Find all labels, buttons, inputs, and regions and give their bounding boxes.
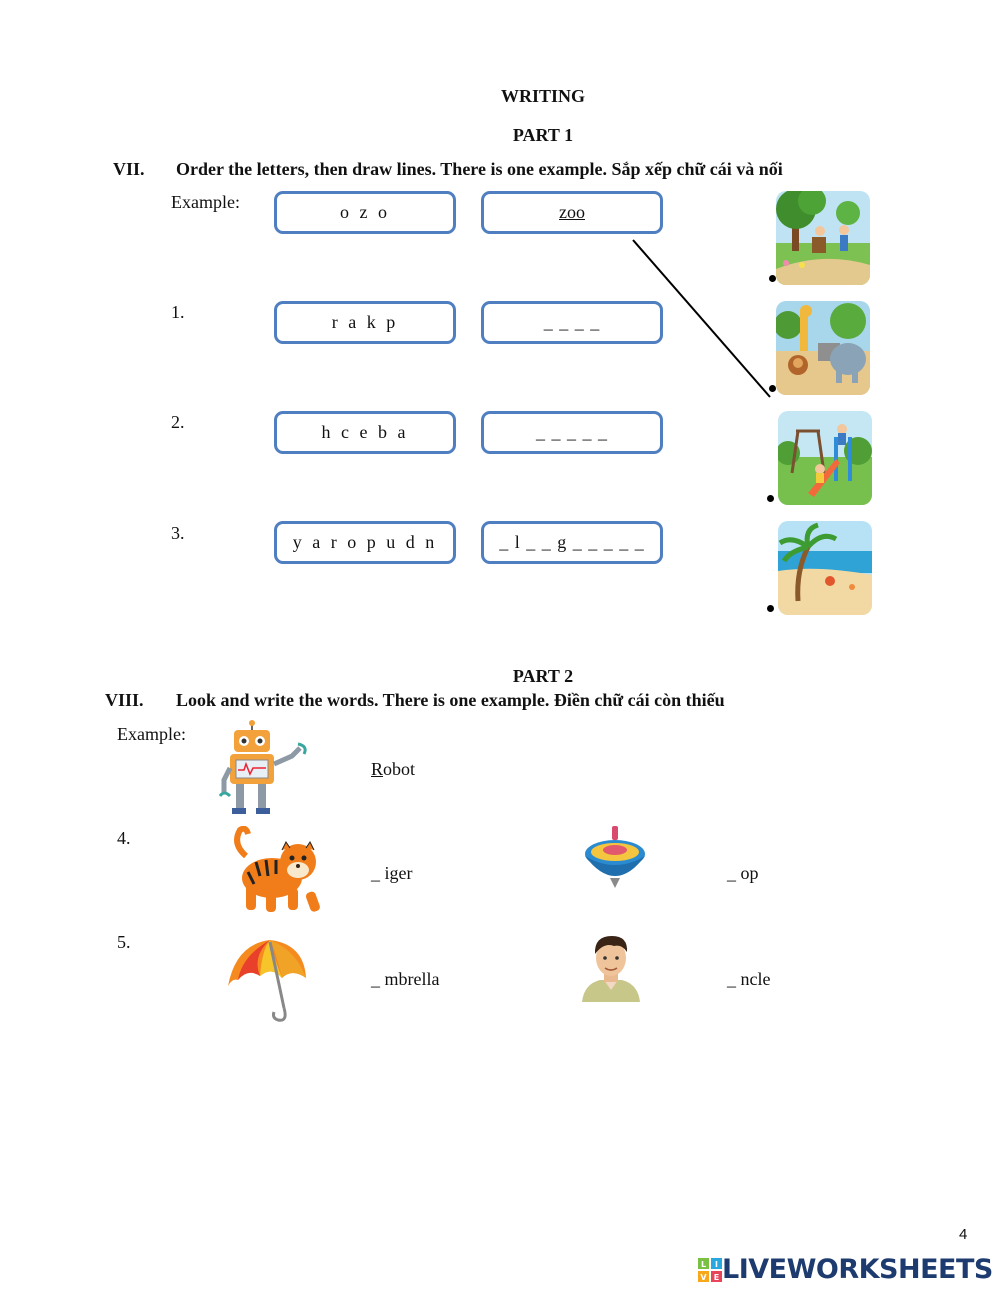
- garden-picture: [776, 191, 870, 285]
- svg-text:V: V: [700, 1272, 707, 1282]
- playground-picture: [778, 411, 872, 505]
- page-number: 4: [959, 1226, 968, 1243]
- scrambled-text: o z o: [340, 202, 390, 222]
- tiger-word[interactable]: _ iger: [371, 863, 413, 883]
- umbrella-picture: [226, 938, 308, 1024]
- umbrella-word[interactable]: _ mbrella: [371, 969, 440, 989]
- part2-instruction: Look and write the words. There is one example. Điền chữ cái còn thiếu: [176, 690, 725, 710]
- part1-instruction: Order the letters, then draw lines. There is one example. Sắp xếp chữ cái và nối: [176, 159, 783, 179]
- example-word-rest: obot: [383, 759, 416, 779]
- row-label-4: 4.: [117, 828, 131, 848]
- robot-picture: [216, 720, 312, 816]
- example-label: Example:: [171, 192, 240, 212]
- answer-text: _ l _ _ g _ _ _ _ _: [499, 532, 645, 552]
- svg-text:L: L: [700, 1259, 707, 1269]
- part1-number: VII.: [113, 159, 145, 179]
- connect-dot[interactable]: [769, 275, 776, 282]
- tiger-picture: [232, 826, 336, 918]
- zoo-picture: [776, 301, 870, 395]
- svg-text:E: E: [713, 1272, 720, 1282]
- example-first-letter: R: [371, 759, 384, 779]
- answer-text: zoo: [559, 202, 585, 222]
- beach-picture: [778, 521, 872, 615]
- row-label-5: 5.: [117, 932, 131, 952]
- example-word: [371, 759, 415, 780]
- scrambled-text: y a r o p u d n: [292, 532, 438, 552]
- liveworksheets-logo-icon: [698, 1258, 722, 1282]
- part1-title: PART 1: [512, 125, 574, 145]
- spinning-top-picture: [582, 824, 648, 890]
- top-word[interactable]: _ op: [727, 863, 759, 883]
- connect-dot[interactable]: [769, 385, 776, 392]
- page-title: WRITING: [500, 86, 586, 106]
- uncle-word[interactable]: _ ncle: [727, 969, 771, 989]
- part2-number: VIII.: [105, 690, 144, 710]
- liveworksheets-text: LIVEWORKSHEETS: [722, 1254, 993, 1285]
- connect-dot[interactable]: [767, 495, 774, 502]
- row-label-3: 3.: [171, 523, 185, 543]
- scrambled-text: r a k p: [331, 312, 399, 332]
- answer-text: _ _ _ _ _: [536, 422, 608, 442]
- row-label-1: 1.: [171, 302, 185, 322]
- scrambled-text: h c e b a: [321, 422, 409, 442]
- answer-text: _ _ _ _: [543, 312, 601, 332]
- part2-title: PART 2: [512, 666, 574, 686]
- example-label: Example:: [117, 724, 186, 744]
- svg-text:I: I: [715, 1259, 718, 1269]
- uncle-picture: [580, 930, 642, 1002]
- connect-dot[interactable]: [767, 605, 774, 612]
- row-label-2: 2.: [171, 412, 185, 432]
- liveworksheets-watermark: [698, 1254, 993, 1285]
